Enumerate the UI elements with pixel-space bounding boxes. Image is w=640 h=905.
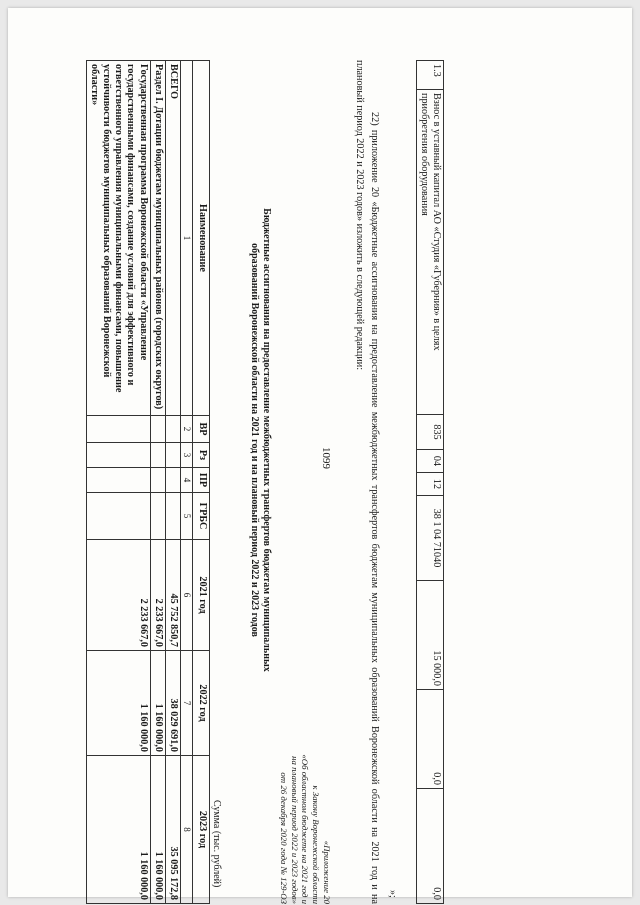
- col-index: 7: [181, 651, 193, 756]
- col-index: 4: [181, 468, 193, 493]
- page-number: 1099: [320, 447, 332, 469]
- row-rz: 04: [416, 450, 443, 473]
- previous-table-tail: [416, 60, 444, 904]
- col-index: 2: [181, 416, 193, 443]
- document-title: Бюджетные ассигнования на предоставление межбюджетных трансфертов бюджетам муниципальных образований Воронежской области на 2021 год и на плановый период 2022 и 2023 годов: [249, 208, 272, 672]
- appendix-line: к Закону Воронежской области: [311, 785, 322, 904]
- row-2023: 1 160 000,0: [86, 756, 150, 904]
- row-2021: 15 000,0: [416, 581, 443, 690]
- row-vr: 835: [416, 415, 443, 450]
- col-index: 5: [181, 493, 193, 540]
- col-header-2022: 2022 год: [193, 651, 210, 756]
- col-header-2023: 2023 год: [193, 756, 210, 904]
- appendix-reference: [278, 608, 332, 904]
- appropriations-table: [86, 60, 210, 904]
- col-header-2021: 2021 год: [193, 540, 210, 651]
- row-2023: 35 095 172,8: [165, 756, 180, 904]
- row-pr: 12: [416, 473, 443, 496]
- col-header-pr: ПР: [193, 468, 210, 493]
- row-2022: 38 029 691,0: [165, 651, 180, 756]
- column-index-row: [181, 61, 193, 904]
- document-page: [8, 8, 632, 904]
- col-index: 1: [181, 61, 193, 416]
- row-2023: 0,0: [416, 789, 443, 904]
- appendix-line: от 26 декабря 2020 года № 129-ОЗ: [278, 772, 289, 904]
- row-name: Взнос в уставный капитал АО «Студия «Губерния» в целях приобретения оборудования: [416, 90, 443, 415]
- row-2022: 1 160 000,0: [150, 651, 165, 756]
- table-header-row: [193, 61, 210, 904]
- row-name: Раздел I. Дотации бюджетам муниципальных районов (городских округов): [150, 61, 165, 416]
- row-2022: 1 160 000,0: [86, 651, 150, 756]
- row-2021: 45 752 850,7: [165, 540, 180, 651]
- table-row: [416, 61, 443, 904]
- col-header-name: Наименование: [193, 61, 210, 416]
- appendix-line: на плановый период 2022 и 2023 годов»: [289, 756, 300, 904]
- col-index: 6: [181, 540, 193, 651]
- appendix-line: «Приложение 20: [322, 840, 332, 904]
- row-2022: 0,0: [416, 690, 443, 789]
- row-number: 1.3: [416, 61, 443, 90]
- row-2021: 2 233 667,0: [150, 540, 165, 651]
- closing-quote-mark: »;: [387, 890, 398, 898]
- amendment-paragraph: 22) приложение 20 «Бюджетные ассигнования на предоставление межбюджетных трансфертов бюджетам муниципальных образований Воронежской области на 2021 год и на плановый период 2022 и 2023 годов» изложить в следующей редакции:: [354, 60, 380, 904]
- table-row-total: [165, 61, 180, 904]
- col-header-grbs: ГРБС: [193, 493, 210, 540]
- table-row-program: [86, 61, 150, 904]
- col-index: 8: [181, 756, 193, 904]
- table-row-section: [150, 61, 165, 904]
- row-name: Государственная программа Воронежской области «Управление государственными финансами, создание условий для эффективного и ответственного управления муниципальными финансами, повышение устойчивости бюджетов муниципальных образований Воронежской области»: [86, 61, 150, 416]
- row-2021: 2 233 667,0: [86, 540, 150, 651]
- row-name: ВСЕГО: [165, 61, 180, 416]
- col-header-rz: Рз: [193, 443, 210, 468]
- col-header-vr: ВР: [193, 416, 210, 443]
- row-grbs: 38 1 04 71040: [416, 496, 443, 581]
- row-2023: 1 160 000,0: [150, 756, 165, 904]
- col-index: 3: [181, 443, 193, 468]
- rotated-content: [24, 60, 444, 904]
- appendix-line: «Об областном бюджете на 2021 год и: [300, 754, 311, 904]
- units-label: Сумма (тыс. рублей): [211, 800, 222, 888]
